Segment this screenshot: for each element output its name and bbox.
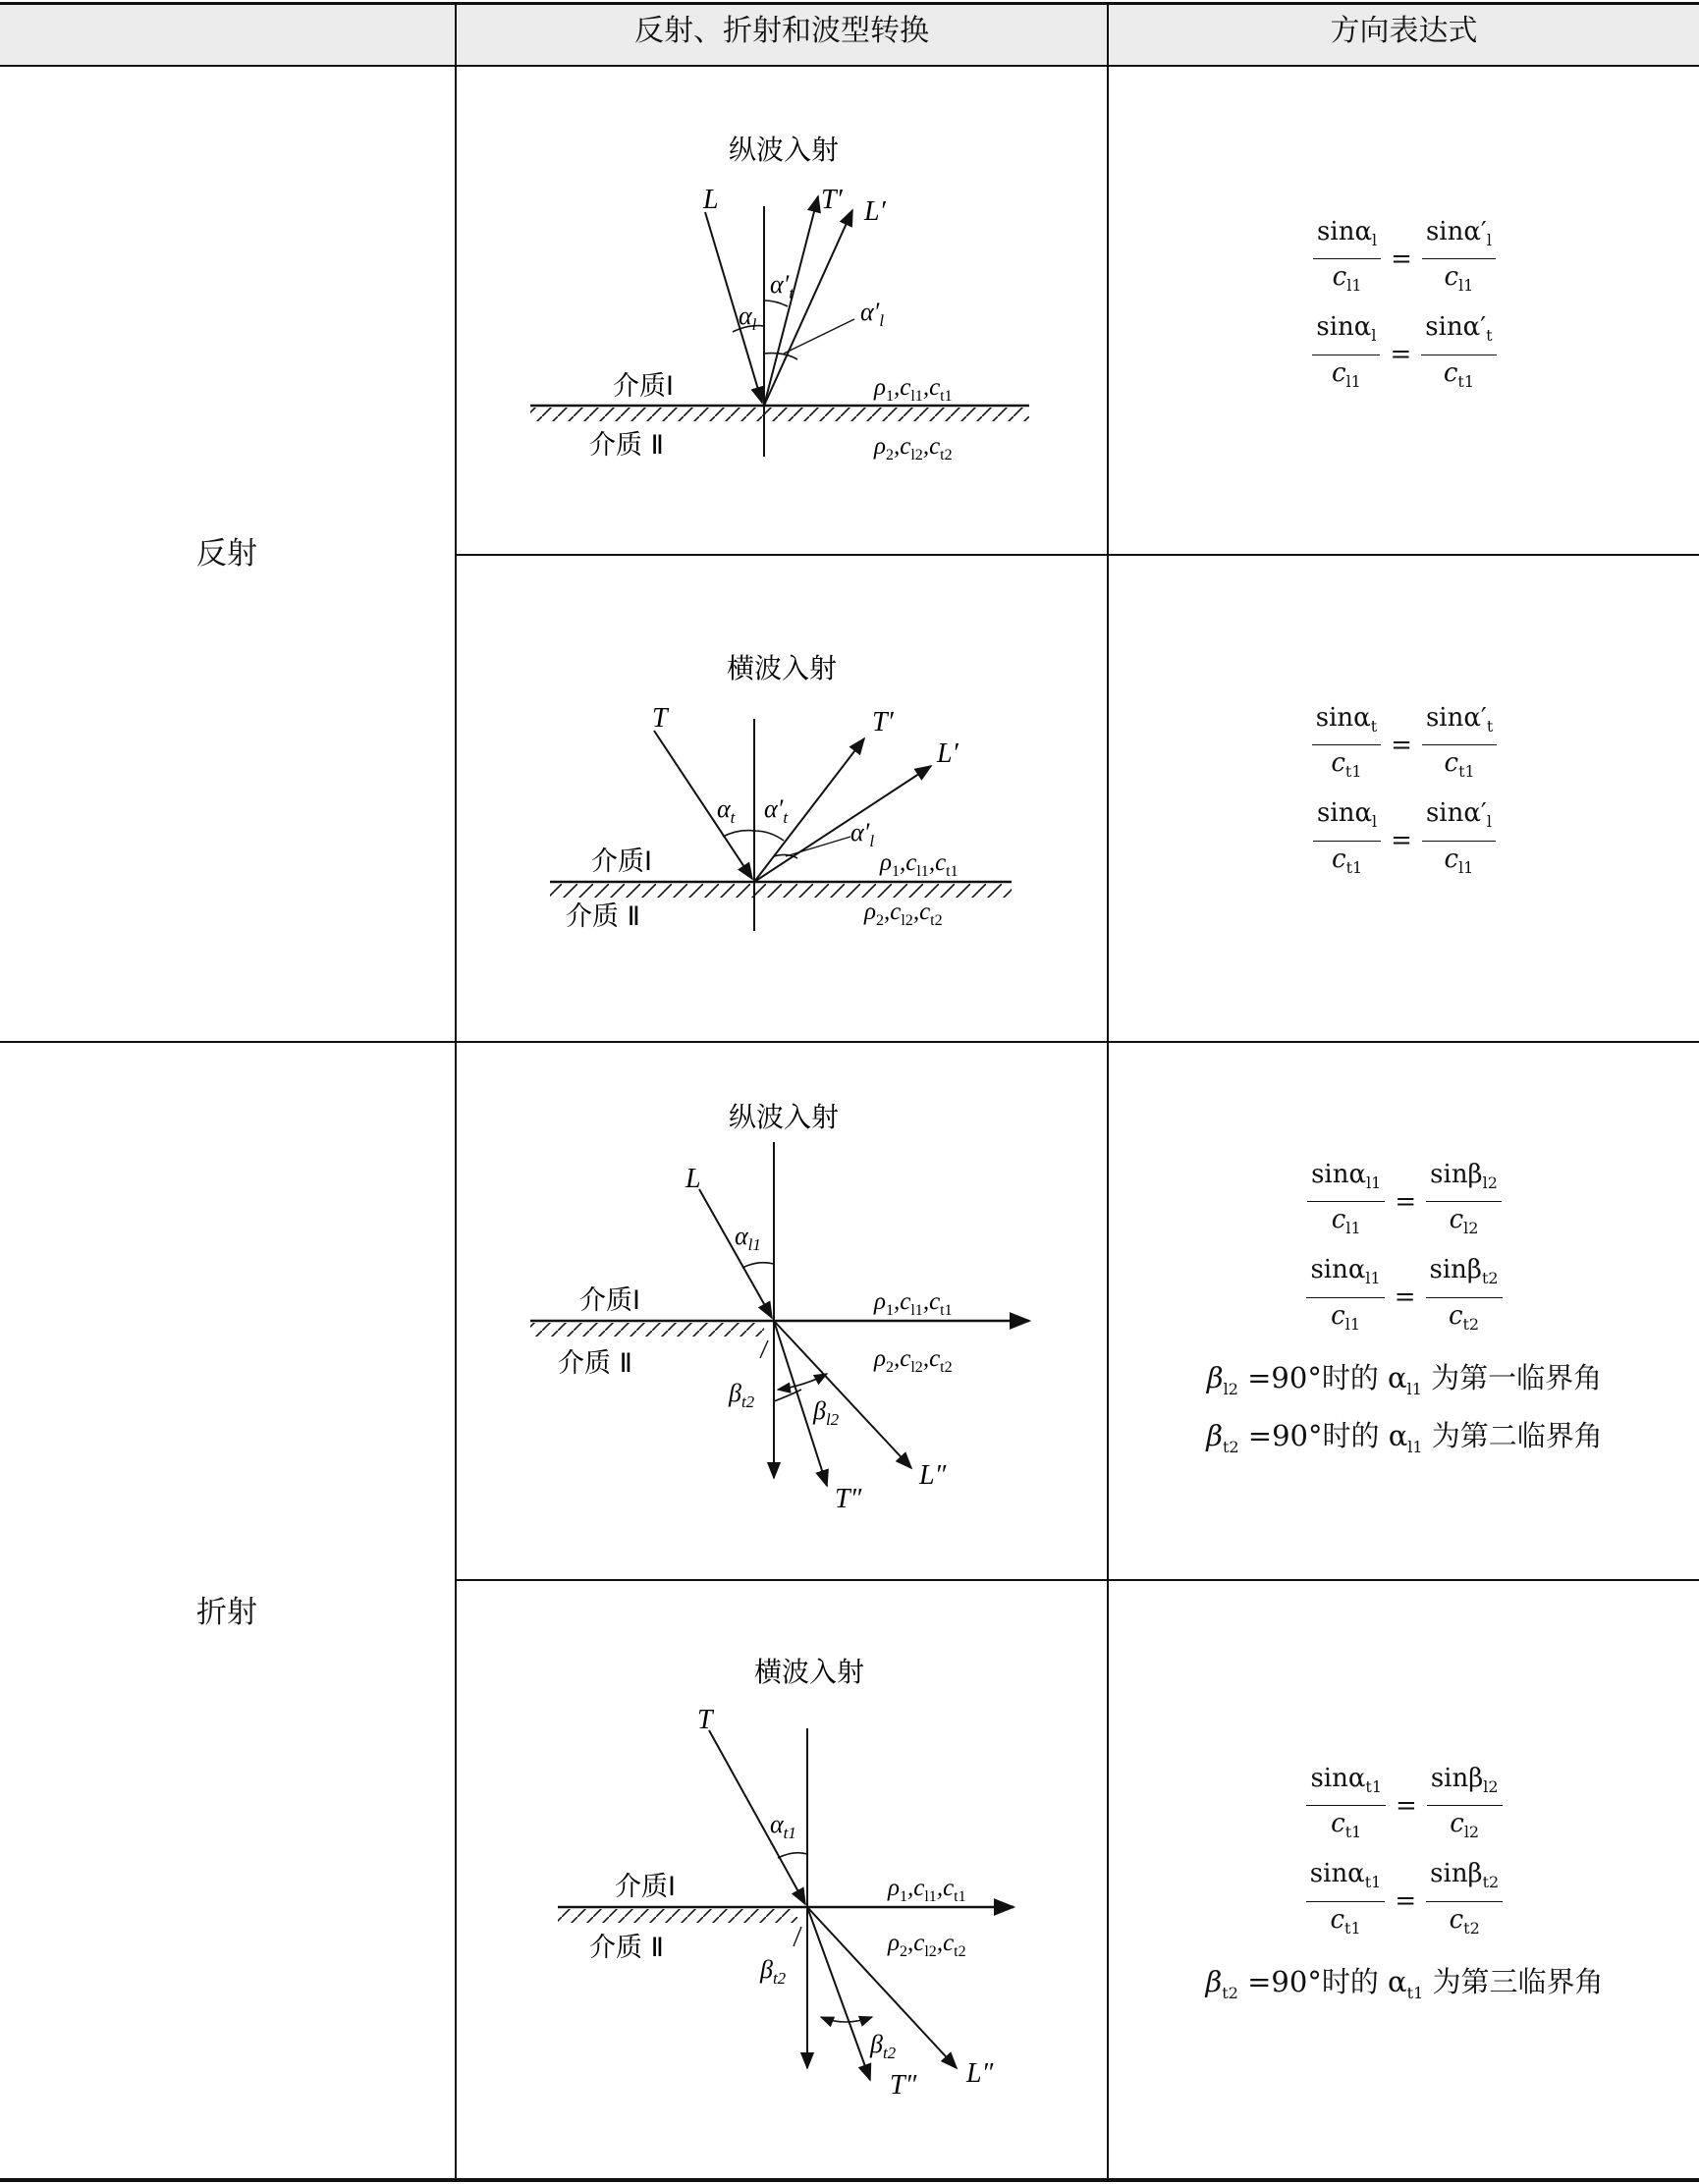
- fraction-left-den-term-main: c: [1331, 748, 1345, 779]
- fraction-left-num-term-main: sinα: [1311, 1160, 1367, 1189]
- angle-refl-t-label: $\alpha'_t$: [764, 794, 789, 827]
- reflected-transverse-label: T′: [821, 185, 843, 215]
- sub-divider-reflection: [456, 554, 1699, 556]
- alpha-term-sub: t1: [1406, 1983, 1424, 2002]
- fraction-left-num-term-main: sinα: [1315, 703, 1371, 733]
- fraction-left-num-term-sub: l: [1372, 812, 1378, 832]
- fraction-left-den-term-sub: t1: [1344, 1918, 1361, 1938]
- interface-hatch: [530, 1323, 764, 1337]
- medium-1-props: $\rho_1,c_{l1},c_{t1}$: [874, 1288, 953, 1319]
- fraction-left-den-term-sub: t1: [1345, 857, 1363, 877]
- fraction-left-den-term-main: c: [1330, 1904, 1345, 1935]
- refracted-longitudinal-label: L″: [919, 1460, 947, 1491]
- incident-label: T: [652, 703, 668, 734]
- fraction-left: [1306, 1763, 1386, 1848]
- fraction-left-num-term: [1310, 1255, 1381, 1288]
- interface-hatch: [550, 884, 1012, 898]
- fraction-right-num-term-sub: l2: [1482, 1174, 1498, 1193]
- fraction-left-num-term: [1311, 1160, 1382, 1193]
- fraction-right-den-term-main: c: [1443, 357, 1458, 388]
- fraction-left: [1306, 1254, 1384, 1339]
- beta-term-main: β: [1206, 1360, 1224, 1394]
- equation-1: [1159, 1763, 1650, 1848]
- angle-arc-beta-l: [778, 1374, 827, 1390]
- fraction-right-den-term-sub: l1: [1458, 276, 1474, 296]
- fraction-right-den-term: [1448, 1300, 1480, 1334]
- fraction-right-den-term-main: c: [1444, 748, 1459, 779]
- fraction-left-numerator: [1312, 311, 1380, 355]
- equals-sign: =: [1391, 730, 1412, 760]
- fraction-left-den-term-main: c: [1331, 1205, 1346, 1235]
- critical-angle-note-2: [1159, 1414, 1650, 1456]
- fraction-right-denominator: [1450, 1902, 1480, 1944]
- fraction-right-num-term: [1425, 217, 1492, 250]
- incident-ray: [705, 212, 762, 403]
- medium-2-props: $\rho_2,c_{l2},c_{t2}$: [874, 433, 953, 464]
- fraction-right-num-term-main: sinα′: [1425, 217, 1487, 246]
- fraction-right-num-term: [1429, 1255, 1499, 1288]
- fraction-right-denominator: [1444, 355, 1474, 398]
- fraction-right-den-term: [1444, 844, 1474, 877]
- fraction-left-den-term: [1332, 844, 1363, 877]
- critical-angle-note-1: [1159, 1356, 1650, 1398]
- header-col-mechanism: 反射、折射和波型转换: [634, 14, 929, 48]
- note-tail: 为第二临界角: [1422, 1418, 1603, 1452]
- equals-sign: =: [1395, 1886, 1417, 1917]
- sub-divider-refraction: [456, 1579, 1699, 1581]
- equation-2: [1198, 311, 1611, 397]
- fraction-left-numerator: [1312, 702, 1381, 745]
- fraction-left-num-term-sub: l: [1372, 231, 1378, 250]
- fraction-right-numerator: [1426, 1254, 1503, 1297]
- beta-term-sub: t2: [1222, 1983, 1238, 2002]
- beta-term: [1206, 1360, 1238, 1398]
- fraction-right-num-term: [1425, 798, 1492, 832]
- note-mid: =90°时的: [1237, 1964, 1389, 1998]
- medium-1-props: $\rho_1,c_{l1},c_{t1}$: [880, 849, 959, 880]
- fraction-left-num-term-main: sinα: [1310, 1764, 1366, 1793]
- fraction-right-num-term-sub: l2: [1483, 1777, 1499, 1797]
- angle-incident-label: $\alpha_t$: [717, 794, 736, 827]
- fraction-right-den-term-sub: l2: [1463, 1823, 1480, 1842]
- beta-term-sub: l2: [1223, 1379, 1238, 1398]
- fraction-right-den-term-sub: t1: [1458, 762, 1475, 782]
- fraction-right: [1427, 1763, 1503, 1848]
- fraction-left-denominator: [1332, 1202, 1361, 1244]
- fraction-left-den-term-main: c: [1331, 1300, 1345, 1331]
- angle-incident-label: $\alpha_l$: [739, 301, 757, 334]
- medium-2-label: 介质 Ⅱ: [566, 901, 640, 932]
- incident-ray: [709, 1730, 805, 1904]
- angle-beta-t-label: $\beta_{t2}$: [729, 1379, 755, 1411]
- angle-arc-refl-l: [764, 354, 797, 359]
- fraction-right-num-term-sub: l: [1486, 812, 1492, 832]
- diagram-title: 横波入射: [753, 1656, 865, 1688]
- diagram-refraction-longitudinal: [511, 1095, 1061, 1527]
- medium-1-label: 介质Ⅰ: [579, 1285, 640, 1316]
- alpha-term: [1388, 1964, 1424, 2002]
- fraction-right-den-term-main: c: [1444, 844, 1459, 874]
- fraction-right-num-term-sub: t2: [1482, 1873, 1500, 1892]
- row-divider-reflection: [0, 1041, 1699, 1043]
- fraction-right-denominator: [1445, 745, 1475, 788]
- fraction-right-denominator: [1445, 842, 1474, 884]
- fraction-right-num-term-main: sinα′: [1425, 798, 1487, 829]
- medium-1-props: $\rho_1,c_{l1},c_{t1}$: [874, 374, 953, 405]
- fraction-right-num-term-main: sinα′: [1425, 703, 1487, 733]
- fraction-left-den-term: [1331, 1300, 1360, 1334]
- fraction-left-num-term-main: sinα: [1317, 798, 1373, 829]
- alpha-term-main: α: [1388, 1964, 1407, 1998]
- fraction-left-den-term-sub: l1: [1345, 371, 1361, 391]
- fraction-left: [1313, 797, 1381, 883]
- fraction-left-num-term-main: sinα: [1310, 1255, 1366, 1285]
- medium-1-props: $\rho_1,c_{l1},c_{t1}$: [888, 1875, 966, 1905]
- interface-hatch: [530, 408, 1029, 421]
- diagram-refraction-transverse: [530, 1650, 1061, 2102]
- fraction-right-den-term-main: c: [1450, 1809, 1464, 1839]
- beta-term: [1206, 1418, 1239, 1456]
- fraction-right-den-term: [1444, 748, 1475, 782]
- reflected-longitudinal-ray: [764, 210, 852, 406]
- angle-arc-incident: [723, 831, 754, 837]
- angle-refl-l-label: $\alpha'_l$: [860, 298, 885, 330]
- fraction-right-num-term-main: sinβ: [1430, 1764, 1484, 1793]
- angle-leader: [760, 1340, 768, 1358]
- fraction-left-denominator: [1331, 1298, 1360, 1340]
- angle-incident-label: $\alpha_{l1}$: [735, 1222, 761, 1254]
- diagram-title: 纵波入射: [728, 1101, 840, 1133]
- medium-1-label: 介质Ⅰ: [613, 371, 674, 402]
- fraction-right-denominator: [1450, 1806, 1479, 1848]
- angle-beta-l-label: $\beta_{t2}$: [870, 2030, 897, 2062]
- fraction-right-den-term-main: c: [1449, 1205, 1464, 1235]
- fraction-right-num-term-main: sinα′: [1425, 312, 1487, 343]
- fraction-right-den-term: [1450, 1809, 1480, 1842]
- fraction-left-num-term-sub: l: [1371, 326, 1377, 346]
- fraction-left-den-term-main: c: [1331, 1809, 1345, 1839]
- angle-beta-l-label: $\beta_{l2}$: [813, 1396, 840, 1429]
- fraction-left-den-term-sub: l1: [1345, 1219, 1361, 1238]
- fraction-right-num-term-main: sinβ: [1430, 1160, 1483, 1189]
- fraction-right: [1422, 216, 1496, 301]
- fraction-left-num-term-main: sinα: [1317, 217, 1373, 246]
- alpha-term-main: α: [1388, 1360, 1407, 1394]
- alpha-term-sub: l1: [1406, 1379, 1422, 1398]
- fraction-right-den-term-sub: t1: [1457, 371, 1475, 391]
- fraction-right-num-term-main: sinβ: [1430, 1859, 1483, 1889]
- angle-incident-label: $\alpha_{t1}$: [770, 1810, 796, 1842]
- fraction-left-den-term: [1331, 748, 1362, 782]
- fraction-right-numerator: [1422, 702, 1497, 745]
- fraction-right-numerator: [1422, 797, 1496, 841]
- fraction-right-denominator: [1445, 259, 1474, 301]
- medium-2-label: 介质 Ⅱ: [589, 430, 664, 461]
- reflected-transverse-label: T′: [872, 707, 894, 737]
- fraction-right-num-term-sub: t: [1486, 326, 1493, 346]
- fraction-right-num-term: [1430, 1859, 1500, 1892]
- angle-arc-refl-t: [764, 300, 788, 306]
- row-label-reflection: 反射: [196, 536, 257, 572]
- equation-1: [1198, 216, 1611, 301]
- alpha-term: [1388, 1360, 1422, 1398]
- fraction-left-numerator: [1306, 1858, 1386, 1901]
- beta-term-main: β: [1206, 1418, 1223, 1452]
- diagram-title: 横波入射: [726, 652, 838, 684]
- beta-term-main: β: [1205, 1964, 1223, 1998]
- fraction-right-denominator: [1450, 1202, 1479, 1244]
- fraction-left-num-term-sub: l1: [1366, 1174, 1382, 1193]
- fraction-left-numerator: [1306, 1763, 1386, 1806]
- fraction-left-num-term-main: sinα: [1316, 312, 1372, 343]
- fraction-left: [1312, 311, 1380, 397]
- incident-label: L: [685, 1164, 701, 1194]
- angle-arc-incident: [742, 1263, 774, 1268]
- note-mid: =90°时的: [1238, 1418, 1389, 1452]
- diagram-reflection-transverse: [530, 648, 1041, 962]
- beta-term-sub: t2: [1222, 1437, 1239, 1456]
- fraction-right-den-term-sub: l2: [1463, 1219, 1479, 1238]
- fraction-left-num-term: [1317, 798, 1378, 832]
- fraction-left-den-term-sub: l1: [1344, 1314, 1360, 1334]
- interface-hatch: [558, 1909, 797, 1923]
- fraction-left: [1313, 216, 1381, 301]
- medium-1-label: 介质Ⅰ: [591, 846, 652, 877]
- fraction-left-denominator: [1331, 745, 1361, 788]
- equation-1: [1198, 702, 1611, 788]
- fraction-left-den-term: [1332, 357, 1361, 391]
- fraction-left-den-term-main: c: [1332, 844, 1346, 874]
- fraction-right-den-term: [1449, 1205, 1479, 1238]
- fraction-left-den-term-sub: l1: [1346, 276, 1362, 296]
- fraction-right-num-term-main: sinβ: [1429, 1255, 1482, 1285]
- equals-sign: =: [1391, 244, 1412, 274]
- refracted-transverse-ray: [807, 1907, 870, 2080]
- angle-refl-t-label: $\alpha'_t$: [770, 270, 795, 302]
- fraction-right-den-term-main: c: [1444, 262, 1459, 293]
- header-col-expression: 方向表达式: [1330, 14, 1478, 48]
- fraction-right: [1426, 1159, 1502, 1244]
- fraction-left-denominator: [1332, 842, 1362, 884]
- medium-2-props: $\rho_2,c_{l2},c_{t2}$: [888, 1930, 966, 1960]
- header-bottom-border: [0, 65, 1699, 67]
- fraction-left-num-term: [1309, 1859, 1382, 1892]
- col-divider-1: [455, 2, 457, 2182]
- refracted-longitudinal-ray: [774, 1321, 911, 1468]
- fraction-right-den-term-main: c: [1448, 1300, 1463, 1331]
- fraction-left-denominator: [1331, 1806, 1361, 1848]
- fraction-right-den-term-sub: l1: [1458, 857, 1474, 877]
- fraction-right: [1421, 311, 1496, 397]
- equals-sign: =: [1390, 340, 1412, 370]
- fraction-left-num-term: [1310, 1764, 1383, 1797]
- fraction-left-den-term-sub: t1: [1344, 1823, 1362, 1842]
- fraction-left-num-term: [1317, 217, 1378, 250]
- equation-1: [1159, 1159, 1650, 1244]
- fraction-right-den-term-sub: t2: [1463, 1918, 1480, 1938]
- fraction-left-num-term: [1315, 703, 1378, 737]
- formula-block-1: [1198, 206, 1611, 408]
- table-top-border: [0, 2, 1699, 5]
- equals-sign: =: [1396, 1790, 1417, 1821]
- fraction-right-numerator: [1426, 1858, 1503, 1901]
- refracted-longitudinal-label: L″: [966, 2058, 994, 2089]
- fraction-left-num-term-sub: l1: [1365, 1269, 1381, 1288]
- fraction-left-num-term-sub: t1: [1365, 1777, 1383, 1797]
- angle-arc-refl-t: [754, 831, 784, 841]
- fraction-right-num-term: [1430, 1160, 1498, 1193]
- fraction-right-numerator: [1421, 311, 1496, 355]
- equation-2: [1198, 797, 1611, 883]
- fraction-left-den-term: [1330, 1904, 1361, 1938]
- equation-2: [1159, 1254, 1650, 1339]
- fraction-left: [1312, 702, 1381, 788]
- medium-2-label: 介质 Ⅱ: [589, 1933, 664, 1963]
- fraction-left-num-term-main: sinα: [1309, 1859, 1365, 1889]
- angle-leader: [794, 1927, 801, 1946]
- equals-sign: =: [1395, 1186, 1417, 1217]
- fraction-right: [1426, 1858, 1503, 1943]
- fraction-left-num-term: [1316, 312, 1377, 346]
- fraction-left: [1306, 1858, 1386, 1943]
- fraction-left-denominator: [1333, 259, 1362, 301]
- fraction-left-den-term: [1331, 1809, 1362, 1842]
- fraction-right-num-term-sub: t: [1486, 717, 1494, 737]
- fraction-left-den-term-sub: t1: [1344, 762, 1362, 782]
- fraction-right-num-term: [1430, 1764, 1499, 1797]
- alpha-term-sub: l1: [1407, 1437, 1423, 1456]
- note-mid: =90°时的: [1237, 1360, 1389, 1394]
- medium-2-label: 介质 Ⅱ: [558, 1348, 632, 1379]
- fraction-right-den-term-sub: t2: [1462, 1314, 1480, 1334]
- fraction-right-den-term: [1444, 262, 1474, 296]
- fraction-left-numerator: [1306, 1254, 1384, 1297]
- fraction-right-denominator: [1449, 1298, 1479, 1340]
- fraction-left-denominator: [1330, 1902, 1360, 1944]
- fraction-left-numerator: [1307, 1159, 1385, 1202]
- incident-ray: [699, 1189, 772, 1318]
- formula-block-3: [1159, 1149, 1650, 1461]
- fraction-right-num-term: [1425, 312, 1493, 346]
- equals-sign: =: [1394, 1283, 1416, 1313]
- fraction-left: [1307, 1159, 1385, 1244]
- note-tail: 为第三临界角: [1423, 1964, 1604, 1998]
- refracted-transverse-label: T″: [890, 2070, 917, 2101]
- fraction-right-numerator: [1426, 1159, 1502, 1202]
- formula-block-4: [1159, 1753, 1650, 2008]
- medium-1-label: 介质Ⅰ: [615, 1872, 676, 1902]
- diagram-title: 纵波入射: [728, 134, 840, 166]
- angle-arc-incident: [778, 1853, 807, 1858]
- fraction-left-num-term-sub: t1: [1364, 1873, 1382, 1892]
- beta-term: [1205, 1964, 1238, 2002]
- refracted-transverse-label: T″: [835, 1484, 862, 1514]
- fraction-left-denominator: [1332, 355, 1361, 398]
- fraction-right: [1422, 797, 1496, 883]
- diagram-reflection-longitudinal: [511, 118, 1061, 491]
- alpha-term-main: α: [1388, 1418, 1408, 1452]
- incident-label: L: [703, 185, 719, 215]
- fraction-right-numerator: [1427, 1763, 1503, 1806]
- fraction-right: [1422, 702, 1497, 788]
- fraction-right-den-term: [1449, 1904, 1480, 1938]
- fraction-right: [1426, 1254, 1503, 1339]
- fraction-right-num-term: [1425, 703, 1494, 737]
- fraction-right-den-term-main: c: [1449, 1904, 1464, 1935]
- col-divider-2: [1107, 2, 1109, 2182]
- incident-label: T: [697, 1705, 713, 1735]
- reflected-longitudinal-label: L′: [864, 196, 886, 227]
- equation-2: [1159, 1858, 1650, 1943]
- fraction-left-numerator: [1313, 797, 1381, 841]
- fraction-left-den-term: [1331, 1205, 1361, 1238]
- angle-beta-t-label: $\beta_{t2}$: [760, 1955, 787, 1988]
- fraction-left-den-term-main: c: [1332, 262, 1347, 293]
- fraction-left-numerator: [1313, 216, 1381, 259]
- table-bottom-border: [0, 2178, 1699, 2182]
- equals-sign: =: [1391, 826, 1412, 856]
- incident-ray: [654, 731, 752, 879]
- formula-block-2: [1198, 692, 1611, 894]
- medium-2-props: $\rho_2,c_{l2},c_{t2}$: [864, 899, 943, 929]
- fraction-left-den-term-main: c: [1332, 357, 1346, 388]
- fraction-right-den-term: [1443, 357, 1475, 391]
- fraction-left-num-term-sub: t: [1370, 717, 1378, 737]
- row-label-refraction: 折射: [196, 1595, 257, 1630]
- fraction-right-num-term-sub: l: [1486, 231, 1492, 250]
- medium-2-props: $\rho_2,c_{l2},c_{t2}$: [874, 1345, 953, 1376]
- alpha-term: [1388, 1418, 1423, 1456]
- reflected-longitudinal-label: L′: [937, 738, 959, 769]
- note-tail: 为第一临界角: [1421, 1360, 1603, 1394]
- fraction-right-numerator: [1422, 216, 1496, 259]
- fraction-right-num-term-sub: t2: [1481, 1269, 1499, 1288]
- critical-angle-note-1: [1159, 1960, 1650, 2002]
- fraction-left-den-term: [1332, 262, 1362, 296]
- angle-refl-l-label: $\alpha'_l$: [850, 818, 875, 850]
